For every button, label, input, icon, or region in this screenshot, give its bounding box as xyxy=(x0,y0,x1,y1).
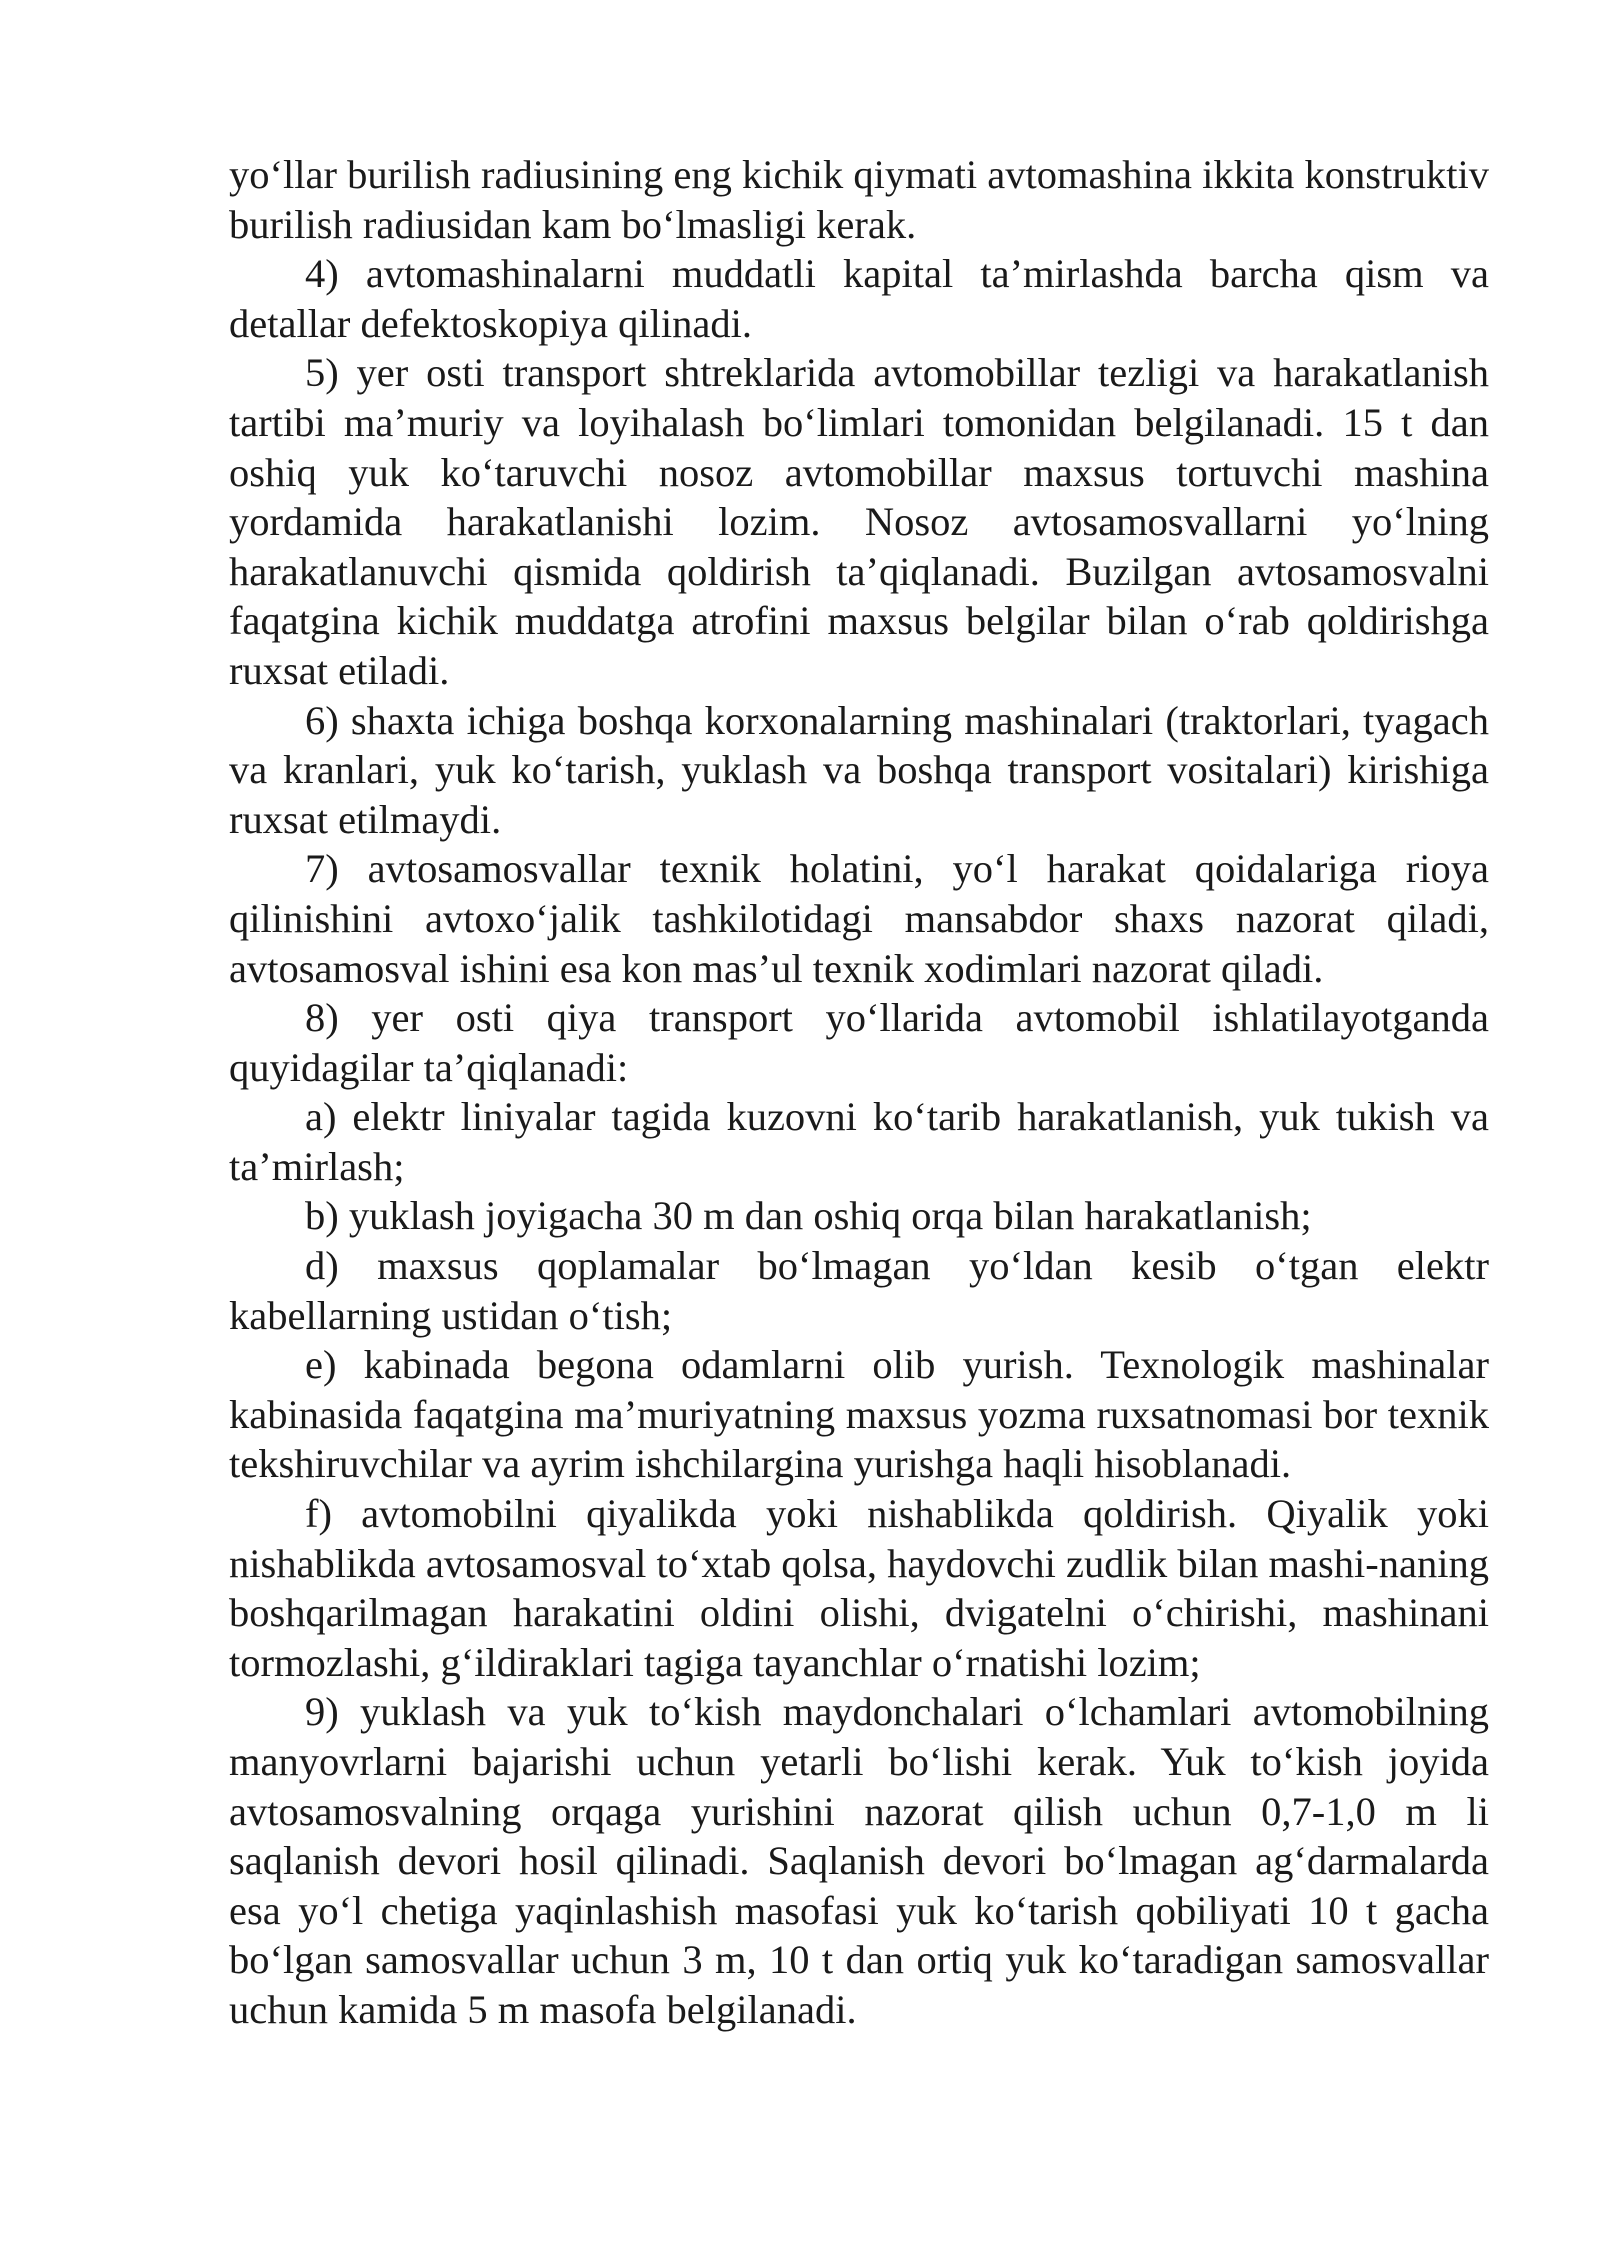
paragraph-subitem-d: d) maxsus qoplamalar bo‘lmagan yo‘ldan kesib o‘tgan elektr kabellarning ustidan o‘tish; xyxy=(229,1243,1489,1338)
document-page xyxy=(229,150,1489,2035)
paragraph-subitem-f: f) avtomobilni qiyalikda yoki nishablikda qoldirish. Qiyalik yoki nishablikda avtosamosval to‘xtab qolsa, haydovchi zudlik bilan mashi-naning boshqarilmagan harakatini oldini olishi, dvigatelni o‘chirishi, mashinani tormozlashi, g‘ildiraklari tagiga tayanchlar o‘rnatishi lozim; xyxy=(229,1491,1489,1685)
paragraph-subitem-a: a) elektr liniyalar tagida kuzovni ko‘tarib harakatlanish, yuk tukish va ta’mirlash; xyxy=(229,1094,1489,1189)
paragraph-item-8: 8) yer osti qiya transport yo‘llarida avtomobil ishlatilayotganda quyidagilar ta’qiqlanadi: xyxy=(229,995,1489,1090)
paragraph-subitem-b: b) yuklash joyigacha 30 m dan oshiq orqa bilan harakatlanish; xyxy=(305,1193,1312,1239)
paragraph-continuation: yo‘llar burilish radiusining eng kichik qiymati avtomashina ikkita konstruktiv burilish radiusidan kam bo‘lmasligi kerak. xyxy=(229,152,1489,247)
paragraph-subitem-e: e) kabinada begona odamlarni olib yurish. Texnologik mashinalar kabinasida faqatgina ma’muriyatning maxsus yozma ruxsatnomasi bor texnik tekshiruvchilar va ayrim ishchilargina yurishga haqli hisoblanadi. xyxy=(229,1342,1489,1487)
paragraph-item-9: 9) yuklash va yuk to‘kish maydonchalari o‘lchamlari avtomobilning manyovrlarni bajarishi uchun yetarli bo‘lishi kerak. Yuk to‘kish joyida avtosamosvalning orqaga yurishini nazorat qilish uchun 0,7-1,0 m li saqlanish devori hosil qilinadi. Saqlanish devori bo‘lmagan ag‘darmalarda esa yo‘l chetiga yaqinlashish masofasi yuk ko‘tarish qobiliyati 10 t gacha bo‘lgan samosvallar uchun 3 m, 10 t dan ortiq yuk ko‘taradigan samosvallar uchun kamida 5 m masofa belgilanadi. xyxy=(229,1689,1489,2032)
paragraph-item-6: 6) shaxta ichiga boshqa korxonalarning mashinalari (traktorlari, tyagach va kranlari, yuk ko‘tarish, yuklash va boshqa transport vositalari) kirishiga ruxsat etilmaydi. xyxy=(229,697,1489,842)
paragraph-item-7: 7) avtosamosvallar texnik holatini, yo‘l harakat qoidalariga rioya qilinishini avtoxo‘jalik tashkilotidagi mansabdor shaxs nazorat qiladi, avtosamosval ishini esa kon mas’ul texnik xodimlari nazorat qiladi. xyxy=(229,846,1489,991)
paragraph-item-4: 4) avtomashinalarni muddatli kapital ta’mirlashda barcha qism va detallar defektoskopiya qilinadi. xyxy=(229,251,1489,346)
paragraph-item-5: 5) yer osti transport shtreklarida avtomobillar tezligi va harakatlanish tartibi ma’muriy va loyihalash bo‘limlari tomonidan belgilanadi. 15 t dan oshiq yuk ko‘taruvchi nosoz avtomobillar maxsus tortuvchi mashina yordamida harakatlanishi lozim. Nosoz avtosamosvallarni yo‘lning harakatlanuvchi qismida qoldirish ta’qiqlanadi. Buzilgan avtosamosvalni faqatgina kichik muddatga atrofini maxsus belgilar bilan o‘rab qoldirishga ruxsat etiladi. xyxy=(229,350,1489,693)
